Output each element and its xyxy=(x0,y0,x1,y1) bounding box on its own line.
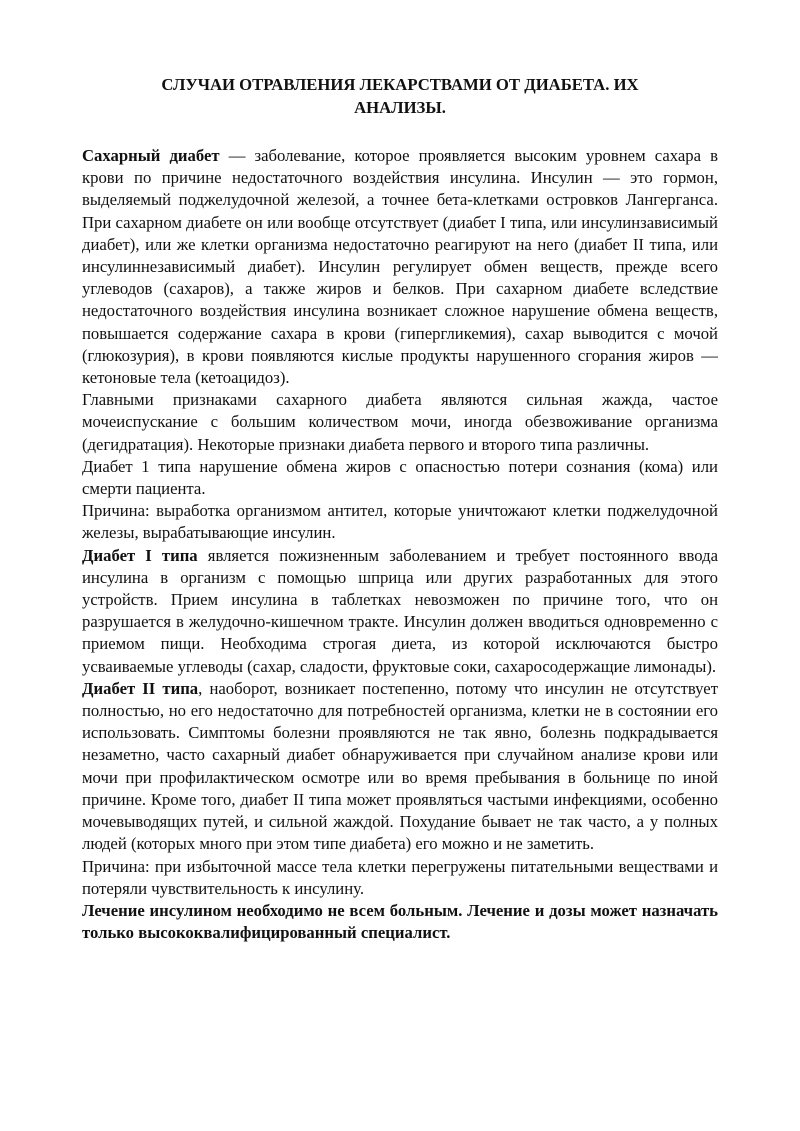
paragraph-type1-treatment xyxy=(82,545,718,678)
paragraph-text: является пожизненным заболеванием и требует постоянного ввода инсулина в организм с помощью шприца или других разработанных для этого устройств. Прием инсулина в таблетках невозможен по причине того, что он разрушается в желудочно-кишечном тракте. Инсулин должен вводиться одновременно с приемом пищи. Необходима строгая диета, из которой исключаются быстро усваиваемые углеводы (сахар, сладости, фруктовые соки, сахаросодержащие лимонады). xyxy=(82,545,718,676)
document-page xyxy=(82,74,718,944)
paragraph-diabetes-definition xyxy=(82,145,718,389)
paragraph-lead: Диабет II типа xyxy=(82,678,199,698)
paragraph-lead: Диабет I типа xyxy=(82,545,198,565)
paragraph-text: Главными признаками сахарного диабета являются сильная жажда, частое мочеиспускание с большим количеством мочи, иногда обезвоживание организма (дегидратация). Некоторые признаки диабета первого и второго типа различны. xyxy=(82,390,718,454)
paragraph-text: Причина: при избыточной массе тела клетки перегружены питательными веществами и потеряли чувствительность к инсулину. xyxy=(82,856,718,898)
paragraph-main-symptoms xyxy=(82,389,718,456)
paragraph-lead: Сахарный диабет xyxy=(82,146,220,165)
paragraph-text: , наоборот, возникает постепенно, потому что инсулин не отсутствует полностью, но его недостаточно для потребностей организма, клетки не в состоянии его использовать. Симптомы болезни проявляются не так явно, болезнь подкрадывается незаметно, часто сахарный диабет обнаруживается при случайном анализе крови или мочи при профилактическом осмотре или во время пребывания в больнице по иной причине. Кроме того, диабет II типа может проявляться частыми инфекциями, особенно мочевыводящих путей, и сильной жаждой. Похудание бывает не так часто, а у полных людей (которых много при этом типе диабета) его можно и не заметить. xyxy=(82,678,718,854)
paragraph-type1-cause xyxy=(82,500,718,544)
paragraph-text: — заболевание, которое проявляется высоким уровнем сахара в крови по причине недостаточного воздействия инсулина. Инсулин — это гормон, выделяемый поджелудочной железой, а точнее бета-клетками островков Лангерганса. При сахарном диабете он или вообще отсутствует (диабет I типа, или инсулинзависимый диабет), или же клетки организма недостаточно реагируют на него (диабет II типа, или инсулиннезависимый диабет). Инсулин регулирует обмен веществ, прежде всего углеводов (сахаров), а также жиров и белков. При сахарном диабете вследствие недостаточного воздействия инсулина возникает сложное нарушение обмена веществ, повышается содержание сахара в крови (гипергликемия), сахар выводится с мочой (глюкозурия), в крови появляются кислые продукты нарушенного сгорания жиров — кетоновые тела (кетоацидоз). xyxy=(82,146,719,388)
paragraph-type1-summary xyxy=(82,456,718,500)
document-title: СЛУЧАИ ОТРАВЛЕНИЯ ЛЕКАРСТВАМИ ОТ ДИАБЕТА. ИХ АНАЛИЗЫ. xyxy=(161,75,639,117)
paragraph-type2-cause xyxy=(82,856,718,900)
paragraph-text: Причина: выработка организмом антител, которые уничтожают клетки поджелудочной железы, вырабатывающие инсулин. xyxy=(82,501,718,543)
closing-statement: Лечение инсулином необходимо не всем больным. Лечение и дозы может назначать только высококвалифицированный специалист. xyxy=(82,900,718,943)
paragraph-type2-description xyxy=(82,678,718,856)
paragraph-text: Диабет 1 типа нарушение обмена жиров с опасностью потери сознания (кома) или смерти пациента. xyxy=(82,456,718,499)
